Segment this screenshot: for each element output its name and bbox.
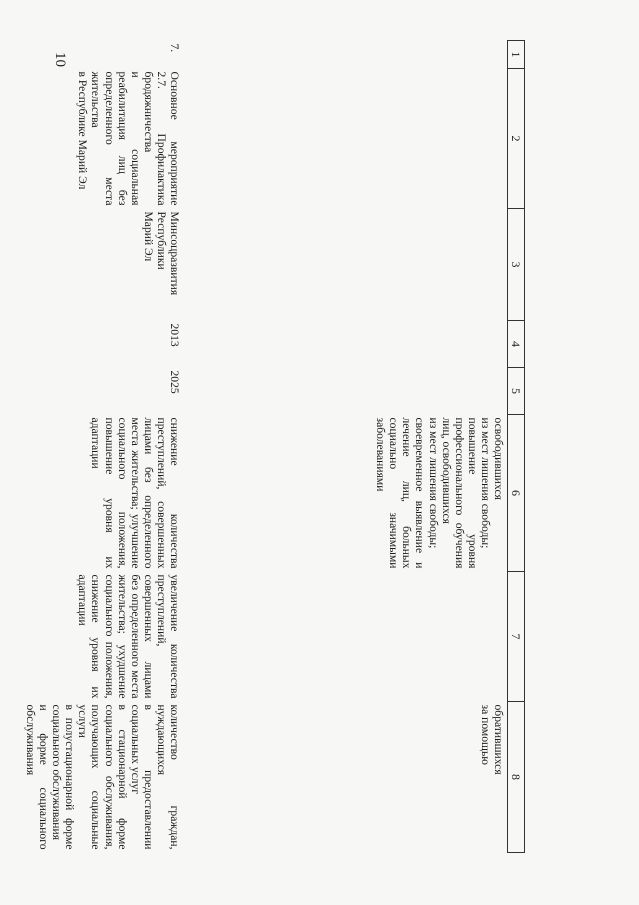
table-header-row xyxy=(508,41,525,853)
col-header-7: 7 xyxy=(508,572,525,702)
end-year: 2025 xyxy=(168,370,181,394)
col-header-2: 2 xyxy=(508,69,525,209)
page-number: 10 xyxy=(52,52,68,67)
expected-result: снижение количества преступлений, совершенных лицами без определенного места жительства; улучшение социального положения, повышение уровня их адаптации xyxy=(89,417,181,569)
col-header-8: 8 xyxy=(508,702,525,853)
start-year xyxy=(183,321,508,368)
measures-table xyxy=(24,40,525,853)
end-year xyxy=(183,368,508,415)
col-header-5: 5 xyxy=(508,368,525,415)
col-header-6: 6 xyxy=(508,415,525,572)
col-header-1: 1 xyxy=(508,41,525,69)
consequences: увеличение количества преступлений, совершенных лицами без определенного места жительства; ухудшение социального положения, снижение уровня их адаптации xyxy=(76,574,181,699)
table-row xyxy=(24,41,183,853)
measure-name: Основное мероприятие 2.7. Профилактика бродяжничества и социальная реабилитация лиц без определенного места жительства в Республике Марий Эл xyxy=(76,71,181,206)
executor: Минсоцразвития Республики Марий Эл xyxy=(141,211,181,296)
executor xyxy=(183,209,508,321)
col-header-4: 4 xyxy=(508,321,525,368)
start-year: 2013 xyxy=(168,323,181,347)
row-number: 7. xyxy=(168,43,181,53)
table-row xyxy=(183,41,508,853)
col-header-3: 3 xyxy=(508,209,525,321)
consequences xyxy=(183,572,508,702)
indicator: обратившихся за помощью xyxy=(478,704,505,775)
measure-name xyxy=(183,69,508,209)
row-number xyxy=(183,41,508,69)
indicator: количество граждан, нуждающихся в предоставлении социальных услуг в стационарной форме социального обслуживания, получающих социальные услуги в полустационарной форме социального обслуживания и форме социального обслуживания xyxy=(23,704,181,850)
expected-result: освободившихся из мест лишения свободы; повышение уровня профессионального обучения лиц, освободившихся из мест лишения свободы; своевременное выявление и лечение лиц, больных социально значимыми заболеваниями xyxy=(374,417,505,569)
